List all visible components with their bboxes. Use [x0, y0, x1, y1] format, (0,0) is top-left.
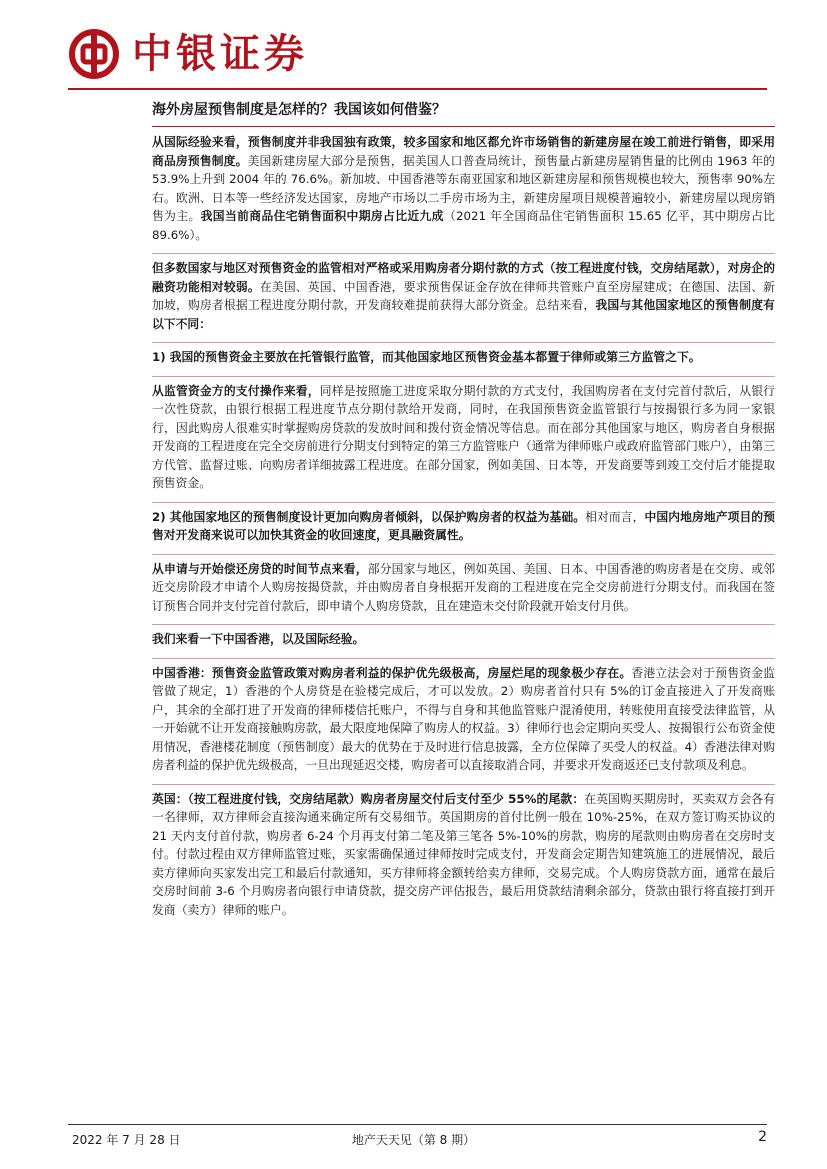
- paragraph: [152, 133, 775, 244]
- paragraph-text-tail: （2021 年全国商品住宅销售面积 15.65 亿平，其中期房占比 89.6%）。: [152, 209, 775, 242]
- paragraph: [152, 784, 775, 920]
- paragraph-bold-lead: 中国香港：预售资金监管政策对购房者利益的保护优先级极高，房屋烂尾的现象极少存在。: [152, 665, 632, 680]
- paragraph-text: 部分国家与地区，例如英国、美国、日本、中国香港的购房者是在交房、或邻近交房阶段才申请个人购房按揭贷款，并由购房者自身根据开发商的工程进度在完全交房前进行分期支付。而我国在签订预售合同并支付完首付款后，即申请个人购房贷款，且在建造未交付阶段就开始支付月供。: [152, 561, 775, 613]
- paragraph-bold-lead: 从申请与开始偿还房贷的时间节点来看，: [152, 561, 368, 576]
- paragraph-text: 美国新建房屋大部分是预售，据美国人口普查局统计，预售量占新建房屋销售量的比例由 1963 年的 53.9%上升到 2004 年的 76.6%。新加坡、中国香港等东南亚国家和地区新建房屋和预售规模也较大，预售率 90%左右。欧洲、日本等一些经济发达国家，房地产市场以二手房市场为主，新建房屋项目规模普遍较小，新建房屋以现房销售为主。: [152, 153, 775, 223]
- paragraph-bold-lead: 但多数国家与地区对预售资金的监管相对严格或采用购房者分期付款的方式（按工程进度付钱，交房结尾款），对房企的融资功能相对较弱。: [152, 261, 775, 294]
- paragraph-bold-lead: 我们来看一下中国香港，以及国际经验。: [152, 632, 365, 646]
- paragraph-text: 同样是按照施工进度采取分期付款的方式支付，我国购房者在支付完首付款后，从银行一次性贷款，由银行根据工程进度节点分期付款给开发商，同时，在我国预售资金监管银行与按揭银行多为同一家银行，因此购房人很难实时掌握购房贷款的发放时间和拨付资金情况等信息。而在部分其他国家与地区，购房者自身根据开发商的工程进度在完全交房前进行分期支付到特定的第三方监管账户（通常为律师账户或政府监管部门账户），由第三方代管、监督过账、向购房者详细披露工程进度。在部分国家，例如美国、日本等，开发商要等到竣工交付后才能提取预售资金。: [152, 383, 775, 490]
- paragraph-text: 相对而言，: [585, 509, 645, 524]
- bank-of-china-logo-icon: [68, 28, 120, 80]
- paragraph-bold-lead: 1) 我国的预售资金主要放在托管银行监管，而其他国家地区预售资金基本都置于律师或第三方监管之下。: [152, 350, 701, 364]
- footer-publication-title: 地产天天见（第 8 期）: [351, 1133, 476, 1147]
- paragraph: [152, 342, 775, 367]
- paragraph: [152, 502, 775, 545]
- paragraph-bold-lead: 从监管资金方的支付操作来看，: [152, 383, 320, 398]
- paragraph: [152, 253, 775, 333]
- paragraph-bold-inline: 我国与其他国家地区的预售制度有以下不同：: [152, 298, 775, 331]
- report-body: [152, 100, 775, 928]
- page-number: 2: [758, 1129, 767, 1145]
- header-rule: [68, 88, 767, 90]
- paragraph-bold-lead: 2) 其他国家地区的预售制度设计更加向购房者倾斜，以保护购房者的权益为基础。: [152, 509, 586, 524]
- paragraph-bold-lead: 从国际经验来看，预售制度并非我国独有政策，较多国家和地区都允许市场销售的新建房屋在竣工前进行销售，即采用商品房预售制度。: [152, 135, 775, 168]
- paragraph-text: 在美国、英国、中国香港，要求预售保证金存放在律师共管账户直至房屋建成；在德国、法国、新加坡，购房者根据工程进度分期付款，开发商较难提前获得大部分资金。总结来看，: [152, 279, 775, 312]
- paragraph: [152, 658, 775, 775]
- brand-name: 中银证券: [132, 30, 308, 77]
- paragraph: [152, 624, 775, 649]
- paragraph: [152, 376, 775, 493]
- paragraph-bold-inline: 中国内地房地产项目的预售对开发商来说可以加快其资金的收回速度，更具融资属性。: [152, 509, 775, 542]
- paragraph-text: 在英国购买期房时，买卖双方会各有一名律师，双方律师会直接沟通来确定所有交易细节。英国期房的首付比例一般在 10%-25%，在双方签订购买协议的 21 天内支付首付款，购房者 6-24 个月再支付第二笔及第三笔各 5%-10%的房款，购房的尾款则由购房者在交房时支付。付款过程由双方律师监管过账，买家需确保通过律师按时完成支付，开发商会定期告知建筑施工的进展情况，最后卖方律师向买家发出完工和最后付款通知，买方律师将金额转给卖方律师，交易完成。个人购房贷款方面，通常在最后交房时间前 3-6 个月购房者向银行申请贷款，提交房产评估报告，最后用贷款结清剩余部分，贷款由银行将直接打到开发商（卖方）律师的账户。: [152, 791, 775, 917]
- footer-date: 2022 年 7 月 28 日: [72, 1133, 181, 1147]
- paragraph-bold-inline: 我国当前商品住宅销售面积中期房占比近九成: [200, 209, 444, 223]
- header-logo: [68, 24, 308, 84]
- footer-rule: [68, 1124, 767, 1125]
- section-title: 海外房屋预售制度是怎样的？我国该如何借鉴？: [152, 100, 775, 127]
- paragraph: [152, 554, 775, 616]
- paragraph-bold-lead: 英国：（按工程进度付钱，交房结尾款）购房者房屋交付后支付至少 55%的尾款：: [152, 791, 585, 806]
- paragraph-text: 香港立法会对于预售资金监管做了规定，1）香港的个人房贷是在验楼完成后，才可以发放。2）购房者首付只有 5%的订金直接进入了开发商账户，其余的全部打进了开发商的律师楼信托账户，不得与自身和其他监管账户混淆使用，转账使用直接受法律监管，从一开始就不让开发商接触购房款，最大限度地保障了购房人的权益。3）律师行也会定期向买受人、按揭银行公布资金使用情况，香港楼花制度（预售制度）最大的优势在于及时进行信息披露，全方位保障了买受人的权益。4）香港法律对购房者利益的保护优先级极高，一旦出现延迟交楼，购房者可以直接取消合同，并要求开发商返还已支付款项及利息。: [152, 665, 775, 772]
